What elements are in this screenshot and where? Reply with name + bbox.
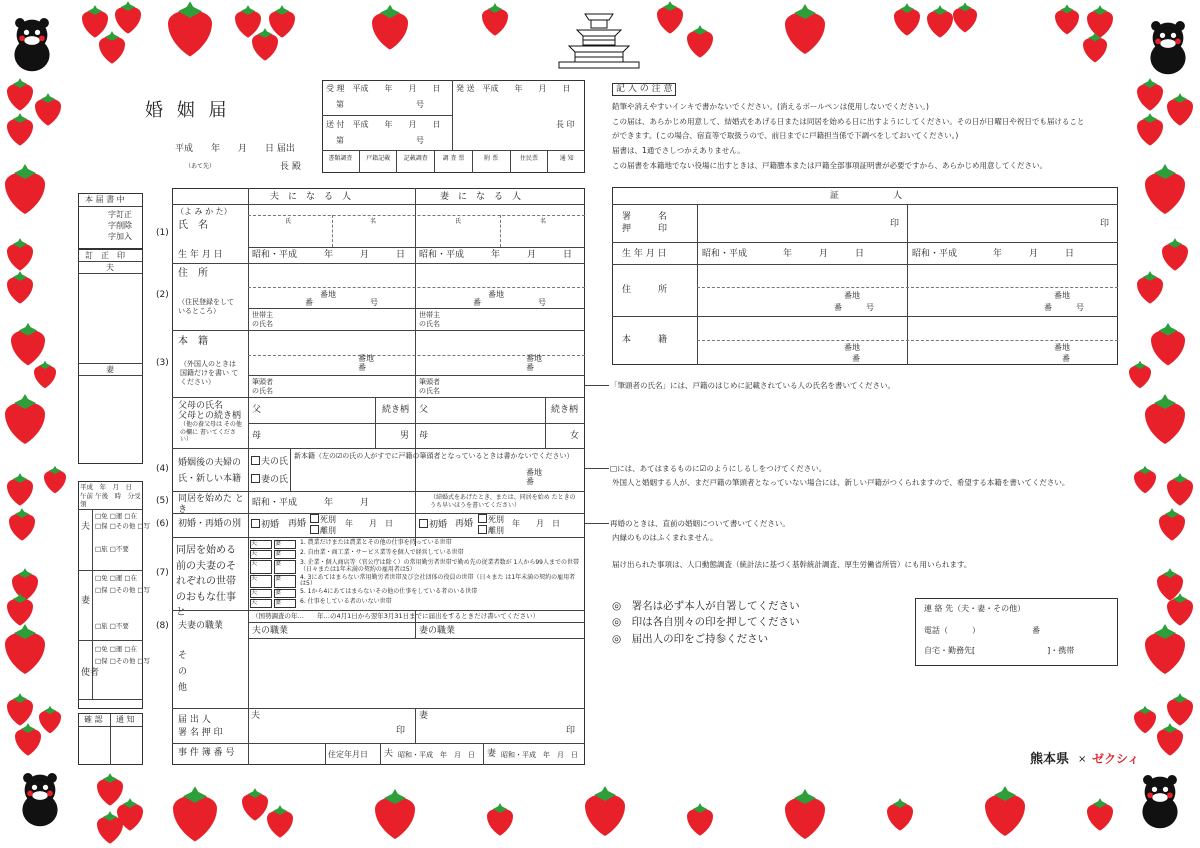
strawberry-icon xyxy=(7,693,33,726)
wife-occupation-box[interactable]: 妻 xyxy=(274,575,296,589)
wife-birth-field[interactable]: 昭和・平成 年 月 日 xyxy=(419,250,573,260)
strawberry-icon xyxy=(7,238,33,271)
reception-checks xyxy=(322,150,585,173)
receipt-time: 午前 午後 時 分受領 xyxy=(80,492,141,509)
wife-address-ban: 番 xyxy=(473,298,481,307)
strawberry-icon xyxy=(1134,706,1156,734)
wife-address-go: 号 xyxy=(538,298,546,307)
notice-item: ◎ 印は各自別々の印を押してください xyxy=(612,616,800,629)
occupation-text: 4. 3にあてはまらない常用勤労者世帯及び会社団体の役員の世帯（日々また は1年未満の契約の雇用者は5） xyxy=(300,573,576,588)
residence-wife-date[interactable]: 昭和・平成 年 月 日 xyxy=(501,751,578,759)
occupation-text: 6. 仕事をしている者のいない世帯 xyxy=(300,598,392,606)
occupation-option[interactable] xyxy=(250,550,582,559)
husband-header: 夫 に な る 人 xyxy=(270,192,352,202)
witness-2-ban-go: 番 号 xyxy=(1044,303,1084,312)
strawberry-icon xyxy=(1087,5,1113,38)
witness-table xyxy=(612,187,1118,365)
zexy-logo: ゼクシィ xyxy=(1092,752,1140,766)
reception-check-cell: 戸籍記載 xyxy=(360,150,398,173)
husband-job-label: 夫の職業 xyxy=(252,626,289,636)
strawberry-icon xyxy=(1167,93,1193,126)
side-messenger: 使者 xyxy=(81,668,100,678)
side-check-row-4: □免 □運 □在 xyxy=(95,574,138,582)
strawberry-icon xyxy=(269,5,295,38)
occupation-text: 3. 企業・個人商店等（官公庁は除く）の常用勤労者世帯で勤め先の従業者数が 1人から99人までの世帯（日々または1年未満の契約の雇用者は5） xyxy=(300,558,579,573)
husband-honseki-banchi: 番地 xyxy=(358,354,374,363)
strawberry-icon xyxy=(1083,32,1107,62)
book-label: 本 届 書 中 xyxy=(85,195,125,204)
strawberry-icon xyxy=(785,4,825,54)
side-note-hittosha: 「筆頭者の氏名」には、戸籍のはじめに記載されている人の氏名を書いてください。 xyxy=(610,381,895,390)
side-note-foreigner: 外国人と婚姻する人が、まだ戸籍の筆頭者となっていない場合には、新しい戸籍がつくられますので、希望する本籍を書いてください。 xyxy=(612,478,1070,487)
wife-relation-daughter: 女 xyxy=(570,431,580,441)
kumamon-bear-icon xyxy=(1150,21,1185,74)
husband-remarriage[interactable]: 再婚 xyxy=(288,519,307,529)
strawberry-icon xyxy=(1137,271,1163,304)
witness-2-banchi: 番地 xyxy=(1054,291,1070,300)
honseki-note: （外国人のときは 国籍だけを書い てください） xyxy=(180,360,239,386)
note-line: 届書は、1通でさしつかえありません。 xyxy=(612,145,745,155)
reception-check-cell: 附 票 xyxy=(473,150,511,173)
note-line: この届書を本籍地でない役場に出すときは、戸籍謄本または戸籍全部事項証明書が必要ですから、あらかじめ用意してください。 xyxy=(612,160,1047,170)
wife-surname-check[interactable]: 妻の氏 xyxy=(251,474,288,486)
correction-stamp-box xyxy=(78,249,143,464)
new-honseki-label: 新本籍（左の☑の氏の人がすでに戸籍の筆頭者となっているときは書かないでください） xyxy=(294,452,574,460)
wife-address-banchi: 番地 xyxy=(488,290,504,299)
witness-1-banchi: 番地 xyxy=(844,291,860,300)
row-6-number: (6) xyxy=(156,519,169,529)
addressee-prefix: （あて先） xyxy=(185,163,216,170)
husband-occupation-box[interactable]: 夫 xyxy=(250,540,272,549)
husband-divorce-check[interactable]: 離別 xyxy=(310,525,336,536)
side-note-checkbox: □には、あてはまるものに☑のようにしるしをつけてください。 xyxy=(610,464,827,473)
husband-occupation-box[interactable]: 夫 xyxy=(250,560,272,574)
occupation-text: 5. 1から4にあてはまらないその他の仕事をしている者のいる世帯 xyxy=(300,588,478,596)
wife-mei: 名 xyxy=(540,218,547,225)
husband-first-marriage[interactable]: 初婚 xyxy=(251,519,279,531)
wife-first-marriage[interactable]: 初婚 xyxy=(419,519,447,531)
strawberry-icon xyxy=(1055,4,1079,34)
witness-2-honseki-ban: 番 xyxy=(1062,354,1070,363)
cohabit-label: 同居を始めた とき xyxy=(178,494,244,516)
wife-remarriage[interactable]: 再婚 xyxy=(455,519,474,529)
husband-relation: 続き柄 xyxy=(382,405,410,415)
strawberry-icon xyxy=(44,466,66,494)
marriage-type-label: 初婚・再婚の別 xyxy=(178,519,242,529)
correction-item: 字加入 xyxy=(108,231,132,241)
strawberry-icon xyxy=(7,593,33,626)
birth-label: 生 年 月 日 xyxy=(178,250,223,260)
strawberry-icon xyxy=(235,5,261,38)
husband-mei: 名 xyxy=(370,218,377,225)
prefecture-logo: 熊本県 xyxy=(1030,752,1070,767)
reception-check-cell: 通 知 xyxy=(559,155,574,162)
received-no: 第 号 xyxy=(336,100,424,109)
strawberry-icon xyxy=(7,271,33,304)
address-note: （住民登録をして いるところ） xyxy=(178,298,234,315)
witness-1-stamp[interactable]: 印 xyxy=(890,219,900,229)
husband-household-head: 世帯主 の氏名 xyxy=(252,311,273,328)
husband-birth-field[interactable]: 昭和・平成 年 月 日 xyxy=(252,250,406,260)
new-honseki-banchi: 番地 xyxy=(526,468,542,477)
witness-press-label: 押 印 xyxy=(622,224,668,234)
chief-stamp: 長 印 xyxy=(556,120,575,129)
important-notices xyxy=(612,598,800,647)
census-note: （国勢調査の年… 年…の4月1日から翌年3月31日までに届出をするときだけ書いてください） xyxy=(252,612,540,620)
wife-mother: 母 xyxy=(419,431,429,441)
row-5-number: (5) xyxy=(156,496,169,506)
strawberry-icon xyxy=(687,803,713,836)
filer-label: 届 出 人 署 名 押 印 xyxy=(178,715,223,739)
correction-item: 字訂正 xyxy=(108,210,132,219)
received-date: 受 理 平成 年 月 日 xyxy=(326,84,441,93)
filer-husband: 夫 xyxy=(251,711,261,721)
date-line: 平成 年 月 日 届出 xyxy=(175,144,295,154)
reception-check-cell: 住民票 xyxy=(511,150,549,173)
strawberry-icon xyxy=(1145,164,1185,214)
row-2-number: (2) xyxy=(156,290,169,300)
strawberry-icon xyxy=(953,2,977,32)
sent-no: 第 号 xyxy=(336,136,424,145)
cohabit-note: （結婚式をあげたとき、または、同居を始め たときのうち早いほうを書いてください） xyxy=(430,494,576,509)
correction-item: 字削除 xyxy=(108,220,132,230)
strawberry-icon xyxy=(7,473,33,506)
correction-stamp-label: 訂 正 印 xyxy=(85,251,125,260)
strawberry-icon xyxy=(5,394,45,444)
wife-header: 妻 に な る 人 xyxy=(440,192,522,202)
strawberry-icon xyxy=(785,789,825,839)
filer-husband-stamp[interactable]: 印 xyxy=(396,726,406,736)
left-husband-label: 夫 xyxy=(106,263,114,272)
row-1-number: (1) xyxy=(156,228,169,238)
strawberry-icon xyxy=(1157,723,1183,756)
strawberry-icon xyxy=(252,28,278,61)
residence-date-label: 住定年月日 xyxy=(328,750,368,759)
strawberry-icon xyxy=(173,786,217,841)
strawberry-icon xyxy=(1162,238,1188,271)
kumamon-bear-icon xyxy=(1142,775,1177,828)
notes-title: 記 入 の 注 意 xyxy=(612,83,676,96)
parents-label: 父母の氏名 xyxy=(178,401,224,411)
strawberry-icon xyxy=(894,3,920,36)
receipt-date: 平成 年 月 日 xyxy=(80,483,132,491)
wife-occupation-box[interactable]: 妻 xyxy=(274,589,296,598)
addressee-suffix: 長 殿 xyxy=(280,162,301,172)
strawberry-icon xyxy=(487,803,513,836)
strawberry-icon xyxy=(657,1,683,34)
contact-home-work[interactable]: 自宅・勤務先[ ]・携帯 xyxy=(924,646,1075,655)
returned-date: 発 送 平成 年 月 日 xyxy=(456,84,571,93)
side-check-row-6: □旅 □不要 xyxy=(95,622,129,630)
residence-wife: 妻 xyxy=(487,749,497,759)
parents-note: （他の養父母は その他の欄に 書いてください） xyxy=(180,421,242,443)
strawberry-icon xyxy=(1145,394,1185,444)
husband-mother: 母 xyxy=(252,431,262,441)
strawberry-icon xyxy=(35,93,61,126)
wife-father: 父 xyxy=(419,405,429,415)
strawberry-icon xyxy=(1167,473,1193,506)
side-check-row-2: □保 □その他 □写 xyxy=(95,522,151,530)
strawberry-icon xyxy=(687,25,713,58)
strawberry-icon xyxy=(7,113,33,146)
filer-wife: 妻 xyxy=(419,711,429,721)
witness-sign-label: 署 名 xyxy=(622,212,668,222)
notice-item: ◎ 届出人の印をご持参ください xyxy=(612,632,769,645)
strawberry-icon xyxy=(887,798,913,831)
address-label: 住 所 xyxy=(178,268,208,279)
side-check-row-3: □旅 □不要 xyxy=(95,545,129,553)
brand-times: × xyxy=(1078,754,1087,765)
wife-occupation-box[interactable]: 妻 xyxy=(274,550,296,559)
occupation-list xyxy=(250,540,582,609)
witness-title: 証 人 xyxy=(830,191,903,201)
contact-phone[interactable]: 電話（ ） 番 xyxy=(924,626,1040,635)
wife-honseki-banchi: 番地 xyxy=(526,354,542,363)
husband-occupation-box[interactable]: 夫 xyxy=(250,589,272,598)
side-check-row-7: □免 □運 □在 xyxy=(95,645,138,653)
husband-honseki-ban: 番 xyxy=(358,363,366,372)
residence-husband-date[interactable]: 昭和・平成 年 月 日 xyxy=(398,751,475,759)
kumamon-bear-icon xyxy=(14,18,49,71)
strawberry-icon xyxy=(1137,78,1163,111)
row-8-number: (8) xyxy=(156,621,169,631)
other-label: そ の 他 xyxy=(178,651,188,694)
witness-2-birth[interactable]: 昭和・平成 年 月 日 xyxy=(912,249,1075,259)
strawberry-icon xyxy=(1145,624,1185,674)
side-note-remarriage: 再婚のときは、直前の婚姻について書いてください。 xyxy=(610,519,790,528)
husband-surname-check[interactable]: 夫の氏 xyxy=(251,456,288,468)
witness-1-birth[interactable]: 昭和・平成 年 月 日 xyxy=(702,249,865,259)
name-label: 氏 名 xyxy=(178,220,208,231)
strawberry-icon xyxy=(267,805,293,838)
husband-occupation-box[interactable]: 夫 xyxy=(250,599,272,608)
strawberry-icon xyxy=(1134,466,1156,494)
note-line: ができます。(この場合、宿直等で取扱うので、前日までに戸籍担当係で下調べをしておいてください。) xyxy=(612,131,959,141)
confirm-label: 確 認 xyxy=(84,715,103,724)
form-title: 婚 姻 届 xyxy=(145,100,231,121)
after-surname-label: 婚姻後の夫婦の xyxy=(178,458,242,468)
case-number-label: 事 件 簿 番 号 xyxy=(178,748,235,758)
note-line: この届は、あらかじめ用意して、結婚式をあげる日または同居を始める日に出すようにしてください。その日が日曜日や祝日でも届けること xyxy=(612,116,1085,126)
strawberry-icon xyxy=(5,624,45,674)
strawberry-icon xyxy=(12,568,38,601)
husband-address-ban: 番 xyxy=(305,298,313,307)
strawberry-icon xyxy=(1159,508,1185,540)
occupation-option[interactable] xyxy=(250,560,582,574)
strawberry-icon xyxy=(99,31,125,64)
wife-hittosha: 筆頭者 の氏名 xyxy=(419,378,440,395)
strawberry-icon xyxy=(1137,113,1163,146)
witness-1-honseki-ban: 番 xyxy=(852,354,860,363)
row-3-number: (3) xyxy=(156,358,169,368)
sent-date: 送 付 平成 年 月 日 xyxy=(326,120,441,129)
witness-1-ban-go: 番 号 xyxy=(834,303,874,312)
wife-occupation-box[interactable]: 妻 xyxy=(274,560,296,574)
witness-honseki-label: 本 籍 xyxy=(622,335,668,345)
witness-2-stamp[interactable]: 印 xyxy=(1100,219,1110,229)
occupation-text: 2. 自由業・商工業・サービス業等を個人で経営している世帯 xyxy=(300,548,464,556)
strawberry-icon xyxy=(1087,798,1113,831)
wife-occupation-box[interactable]: 妻 xyxy=(274,540,296,549)
side-wife: 妻 xyxy=(81,596,91,606)
strawberry-icon xyxy=(242,788,268,821)
strawberry-icon xyxy=(82,5,108,38)
after-surname-label-2: 氏・新しい本籍 xyxy=(178,474,242,484)
wife-honseki-ban: 番 xyxy=(526,363,534,372)
parents-label-2: 父母との続き柄 xyxy=(178,411,242,421)
strawberry-icon xyxy=(34,361,56,389)
wife-divorce-check[interactable]: 離別 xyxy=(478,525,504,536)
job-label: 夫妻の職業 xyxy=(178,621,224,631)
side-check-row-8: □保 □その他 □写 xyxy=(95,657,151,665)
wife-job-label: 妻の職業 xyxy=(419,626,456,636)
note-line: 鉛筆や消えやすいインキで書かないでください。(消えるボールペンは使用しないでください。) xyxy=(612,102,929,111)
occupation-text: 1. 農業だけまたは農業とその他の仕事を持っている世帯 xyxy=(300,539,452,546)
correction-list xyxy=(108,210,132,242)
husband-address-banchi: 番地 xyxy=(320,290,336,299)
husband-address-go: 号 xyxy=(370,298,378,307)
witness-address-label: 住 所 xyxy=(622,285,668,295)
strawberry-icon xyxy=(7,78,33,111)
side-note-common-law: 内縁のものはふくまれません。 xyxy=(612,533,718,542)
reception-check-cell: 調 査 票 xyxy=(435,150,473,173)
husband-remarriage-date[interactable]: 年 月 日 xyxy=(345,519,393,528)
witness-2-honseki-banchi: 番地 xyxy=(1054,343,1070,352)
husband-hittosha: 筆頭者 の氏名 xyxy=(252,378,273,395)
strawberry-icon xyxy=(9,508,35,540)
honseki-label: 本 籍 xyxy=(178,336,208,347)
wife-relation: 続き柄 xyxy=(551,405,579,415)
husband-death-check[interactable]: 死別 xyxy=(310,514,336,525)
strawberry-icon xyxy=(482,3,508,36)
filer-wife-stamp[interactable]: 印 xyxy=(566,726,576,736)
occupation-option[interactable] xyxy=(250,575,582,589)
wife-household-head: 世帯主 の氏名 xyxy=(419,311,440,328)
left-wife-label: 妻 xyxy=(106,365,114,374)
wife-death-check[interactable]: 死別 xyxy=(478,514,504,525)
notes-text xyxy=(612,100,1102,173)
side-check-row-5: □保 □その他 □写 xyxy=(95,586,151,594)
wife-remarriage-date[interactable]: 年 月 日 xyxy=(512,519,560,528)
new-honseki-ban: 番 xyxy=(526,477,534,486)
notify-label: 通 知 xyxy=(116,715,135,724)
contact-title: 連 絡 先（夫・妻・その他） xyxy=(924,604,1026,613)
husband-occupation-box[interactable]: 夫 xyxy=(250,575,272,589)
husband-surname-checkbox[interactable] xyxy=(251,456,260,465)
husband-sei: 氏 xyxy=(285,218,292,225)
strawberry-icon xyxy=(375,789,415,839)
occupation-option[interactable] xyxy=(250,599,582,608)
strawberry-icon xyxy=(585,786,625,836)
reception-check-cell: 記載調査 xyxy=(397,150,435,173)
side-check-row-1: □免 □運 □在 xyxy=(95,512,138,520)
yomi-label: （よ み か た） xyxy=(176,207,232,216)
strawberry-icon xyxy=(168,1,212,56)
strawberry-icon xyxy=(115,1,141,34)
side-husband: 夫 xyxy=(81,522,91,532)
witness-birth-label: 生 年 月 日 xyxy=(622,249,667,259)
reception-check-cell: 書類調査 xyxy=(322,150,360,173)
occupation-head: 同居を始める前の夫妻のそれぞれの世帯のおもな仕事と xyxy=(176,545,236,618)
wife-occupation-box[interactable]: 妻 xyxy=(274,599,296,608)
cohabit-date-field[interactable]: 昭和・平成 年 月 xyxy=(252,498,370,508)
row-7-number: (7) xyxy=(156,568,169,578)
strawberry-icon xyxy=(1167,693,1193,726)
husband-occupation-box[interactable]: 夫 xyxy=(250,550,272,559)
strawberry-icon xyxy=(985,786,1025,836)
wife-surname-checkbox[interactable] xyxy=(251,474,260,483)
husband-relation-son: 男 xyxy=(400,431,410,441)
strawberry-icon xyxy=(15,723,41,756)
castle-icon xyxy=(555,6,643,70)
occupation-option[interactable] xyxy=(250,589,582,598)
side-note-statistics: 届け出られた事項は、人口動態調査（統計法に基づく基幹統計調査、厚生労働省所管）にも用いられます。 xyxy=(612,560,972,569)
strawberry-icon xyxy=(372,5,408,50)
kumamon-bear-icon xyxy=(22,773,57,826)
notice-item: ◎ 署名は必ず本人が自署してください xyxy=(612,600,800,612)
occupation-option[interactable] xyxy=(250,540,582,549)
husband-father: 父 xyxy=(252,405,262,415)
strawberry-icon xyxy=(1129,361,1151,389)
witness-1-honseki-banchi: 番地 xyxy=(844,343,860,352)
strawberry-icon xyxy=(97,773,123,806)
wife-sei: 氏 xyxy=(455,218,462,225)
strawberry-icon xyxy=(5,164,45,214)
residence-husband: 夫 xyxy=(384,749,394,759)
strawberry-icon xyxy=(927,5,953,38)
row-4-number: (4) xyxy=(156,464,169,474)
strawberry-icon xyxy=(1151,323,1185,366)
strawberry-icon xyxy=(39,706,61,734)
strawberry-icon xyxy=(11,323,45,366)
